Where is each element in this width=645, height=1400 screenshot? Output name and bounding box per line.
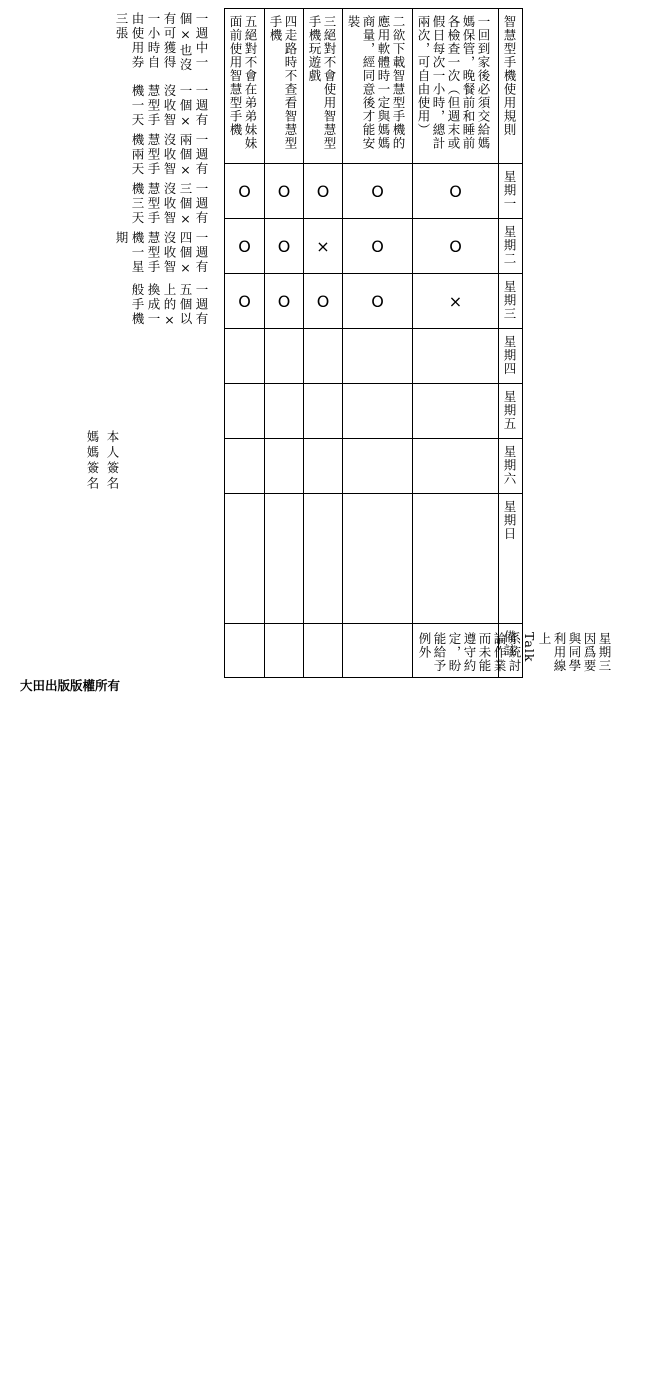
day-label-cell bbox=[499, 164, 523, 219]
rule-text: 四走路時不查看智慧型手機 bbox=[268, 15, 298, 150]
check-mark-cell bbox=[304, 439, 343, 494]
check-mark: O bbox=[238, 291, 251, 311]
check-mark-cell bbox=[304, 494, 343, 624]
rule-text: 二欲下載智慧型手機的應用軟體時一定與媽媽商量，經同意後才能安裝 bbox=[346, 15, 406, 150]
check-mark: × bbox=[448, 291, 463, 311]
check-mark: O bbox=[371, 236, 384, 256]
rule-header-cell bbox=[225, 9, 265, 164]
check-mark-cell bbox=[265, 219, 304, 274]
rule-text: 三絕對不會使用智慧型手機玩遊戲 bbox=[307, 15, 337, 150]
check-mark-cell bbox=[413, 329, 499, 384]
check-mark-cell bbox=[225, 624, 265, 678]
check-mark-cell bbox=[304, 164, 343, 219]
check-mark: O bbox=[316, 291, 330, 311]
check-mark: O bbox=[238, 181, 251, 201]
day-label: 星期五 bbox=[502, 390, 517, 431]
day-label-cell bbox=[499, 274, 523, 329]
check-mark: O bbox=[316, 181, 330, 201]
check-mark: O bbox=[238, 236, 251, 256]
check-mark-cell bbox=[265, 384, 304, 439]
rule-text: 五絕對不會在弟弟妹妹面前使用智慧型手機 bbox=[228, 15, 258, 150]
check-mark: O bbox=[277, 181, 291, 201]
day-label: 星期一 bbox=[502, 170, 517, 211]
rules-checklist-table bbox=[224, 8, 612, 678]
day-label-cell bbox=[499, 494, 523, 624]
check-mark-cell bbox=[343, 164, 413, 219]
table-title-cell bbox=[499, 9, 523, 164]
check-mark-cell bbox=[343, 219, 413, 274]
self-signature-label: 本人簽名 bbox=[105, 430, 120, 492]
check-mark-cell bbox=[225, 219, 265, 274]
check-mark-cell bbox=[265, 164, 304, 219]
day-label: 星期日 bbox=[502, 500, 517, 541]
note-text: 星期三因爲要與同學利用線上Talk系統討論作業而未能遵守約定，盼能給予例外 bbox=[417, 632, 612, 673]
check-mark-cell bbox=[413, 384, 499, 439]
check-mark-cell bbox=[225, 494, 265, 624]
check-mark-cell bbox=[265, 439, 304, 494]
signature-area bbox=[80, 430, 120, 510]
copyright-footer: 大田出版版權所有 bbox=[20, 678, 121, 693]
check-mark: × bbox=[316, 236, 330, 256]
penalty-rules bbox=[111, 12, 209, 332]
rule-text: 一回到家後必須交給媽媽保管，晚餐前和睡前各檢查一次（但週末或假日每次一小時，總計兩次，可自由使用） bbox=[416, 15, 491, 150]
check-mark: O bbox=[449, 181, 462, 201]
day-label-cell bbox=[499, 384, 523, 439]
check-mark: O bbox=[371, 181, 384, 201]
rule-header-cell bbox=[265, 9, 304, 164]
check-mark-cell bbox=[413, 439, 499, 494]
table-title: 智慧型手機使用規則 bbox=[502, 15, 517, 137]
check-mark-cell bbox=[413, 164, 499, 219]
check-mark-cell bbox=[265, 624, 304, 678]
check-mark-cell bbox=[304, 274, 343, 329]
check-mark-cell bbox=[225, 274, 265, 329]
check-mark-cell bbox=[265, 274, 304, 329]
day-label-cell bbox=[499, 329, 523, 384]
penalty-rule-line: 一週中一個×也沒有可獲得一小時自由使用券三張 bbox=[114, 12, 209, 73]
check-mark-cell bbox=[265, 494, 304, 624]
mother-signature-label: 媽媽簽名 bbox=[85, 430, 100, 492]
rule-header-cell bbox=[343, 9, 413, 164]
check-mark-cell bbox=[343, 494, 413, 624]
penalty-rule-line: 一週有五個以上的×換成一般手機 bbox=[130, 282, 209, 329]
rule-header-cell bbox=[304, 9, 343, 164]
penalty-rule-line: 一週有兩個×沒收智慧型手機兩天 bbox=[130, 132, 209, 179]
check-mark-cell bbox=[265, 329, 304, 384]
day-label: 星期四 bbox=[502, 335, 517, 376]
check-mark-cell bbox=[413, 219, 499, 274]
check-mark-cell bbox=[343, 329, 413, 384]
note-label: 備註 bbox=[502, 630, 517, 657]
day-label-cell bbox=[499, 439, 523, 494]
check-mark-cell bbox=[343, 439, 413, 494]
check-mark-cell bbox=[413, 494, 499, 624]
check-mark-cell bbox=[343, 274, 413, 329]
day-label: 星期三 bbox=[502, 280, 517, 321]
check-mark-cell bbox=[225, 329, 265, 384]
penalty-rule-line: 一週有三個×沒收智慧型手機三天 bbox=[130, 181, 209, 228]
check-mark: O bbox=[371, 291, 384, 311]
check-mark-cell bbox=[225, 439, 265, 494]
day-label-cell bbox=[499, 219, 523, 274]
check-mark-cell bbox=[304, 329, 343, 384]
check-mark: O bbox=[449, 236, 462, 256]
check-mark-cell bbox=[413, 274, 499, 329]
check-mark-cell bbox=[225, 164, 265, 219]
day-label: 星期六 bbox=[502, 445, 517, 486]
day-label: 星期二 bbox=[502, 225, 517, 266]
check-mark-cell bbox=[343, 384, 413, 439]
penalty-rule-line: 一週有一個×沒收智慧型手機一天 bbox=[130, 83, 209, 130]
rule-header-cell bbox=[413, 9, 499, 164]
check-mark-cell bbox=[304, 624, 343, 678]
check-mark: O bbox=[277, 291, 291, 311]
penalty-rule-line: 一週有四個×沒收智慧型手機一星期 bbox=[114, 230, 209, 277]
check-mark-cell bbox=[304, 219, 343, 274]
check-mark: O bbox=[277, 236, 291, 256]
check-mark-cell bbox=[304, 384, 343, 439]
check-mark-cell bbox=[343, 624, 413, 678]
check-mark-cell bbox=[225, 384, 265, 439]
